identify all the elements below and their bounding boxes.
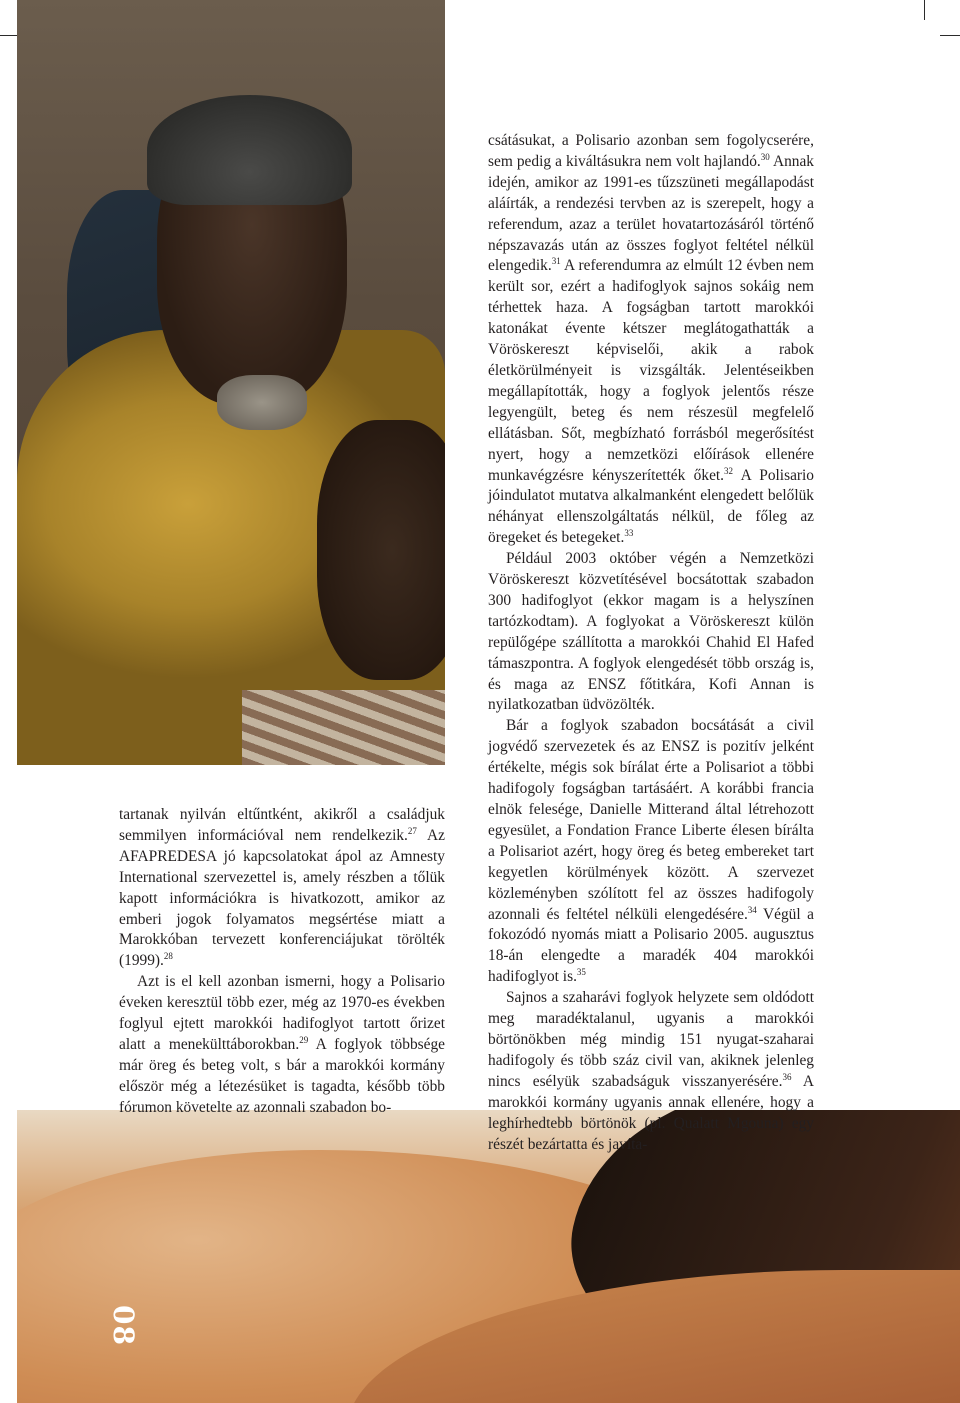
crop-mark — [940, 35, 960, 36]
photo-arm — [317, 420, 445, 680]
left-column — [119, 805, 445, 1119]
photo-cloth — [242, 690, 445, 765]
page-number: 08 — [106, 1304, 140, 1346]
paragraph: csátásukat, a Polisario azonban sem fogolycserére, sem pedig a kiváltásukra nem volt hajlandó.$^{30}$ Annak idején, amikor az 1991-es tűzszüneti megállapodást aláírták, a rendezési tervben az is szerepelt, hogy a referendum, azaz a terület hovatartozásáról történő népszavazás után az összes foglyot feltétel nélkül elengedik.$^{31}$ A referendumra az elmúlt 12 évben nem került sor, ezért a hadifoglyok sajnos sokáig nem térhettek haza. A fogságban tartott marokkói katonákat évente kétszer meglátogathatták a Vöröskereszt képviselői, akik a rabok életkörülményeit is vizsgálták. Jelentéseikben megállapították, hogy a foglyok jelentős része legyengült, beteg és nem részesül megfelelő ellátásban. Sőt, megbízható forrásból megerősítést nyert, hogy a nemzetközi előírások ellenére munkavégzésre kényszerítették őket.$^{32}$ A Polisario jóindulatot mutatva alkalmanként elengedett belőlük néhányat ellenszolgáltatás nélkül, de főleg az öregeket és betegeket.$^{33}$ — [488, 132, 815, 547]
paragraph: Sajnos a szaharávi foglyok helyzete sem oldódott meg maradéktalanul, ugyanis a marokkói börtönökben még mindig 151 nyugat-szaharai hadifogoly és több száz civil van, akiknek jelenleg nincs esélyük szabadságuk visszanyerésére.$^{36}$ A marokkói kormány ugyanis annak ellenére, hogy a leghírhedtebb börtönök (pl. Qualatt Mgouna) egy részét bezártatta és javíta- — [488, 989, 814, 1153]
paragraph: Azt is el kell azonban ismerni, hogy a Polisario éveken keresztül több ezer, még az 1970-es években foglyul ejtett marokkói hadifoglyot tartott őrizet alatt a menekülttáborokban.$^{29}$ A foglyok többsége már öreg és beteg volt, s bár a marokkói kormány először még a létezésüket is tagadta, később több fórumon követelte az azonnali szabadon bo- — [119, 973, 445, 1116]
paragraph: tartanak nyilván eltűntként, akikről a családjuk semmilyen információval nem rendelkezik.$^{27}$ Az AFAPREDESA jó kapcsolatokat ápol az Amnesty International szervezettel is, amely részben a tőlük kapott információkra is hivatkozott, amikor az emberi jogok folyamatos megsértése miatt a Marokkóban tervezett konferenciájukat törölték (1999).$^{28}$ — [119, 806, 445, 970]
photo-hair — [147, 95, 352, 205]
paragraph: Bár a foglyok szabadon bocsátását a civil jogvédő szervezetek és az ENSZ is pozitív jelként értékelte, mégis sok bírálat érte a Polisariot a többi hadifogoly fogságban tartásáért. A korábbi francia elnök felesége, Danielle Mitterand által létrehozott egyesület, a Fondation France Liberte élesen bírálta a Polisariot azért, hogy öreg és beteg embereket tart kegyetlen körülmények között. A szervezet közleményben szólított fel az összes hadifogoly azonnali és feltétel nélküli elengedésére.$^{34}$ Végül a fokozódó nyomás miatt a Polisario 2005. augusztus 18-án elengedte a maradék 404 marokkói hadifoglyot is.$^{35}$ — [488, 717, 814, 986]
right-column — [488, 131, 814, 1155]
paragraph: Például 2003 október végén a Nemzetközi Vöröskereszt közvetítésével bocsátottak szabadon 300 hadifoglyot (ekkor magam is a helyszínen tartózkodtam). A foglyokat a Vöröskereszt külön repülőgépe szállította a marokkói Chahid El Hafed támaszpontra. A foglyok elengedését több ország is, és maga az ENSZ főtitkára, Kofi Annan is nyilatkozatban üdvözölték. — [488, 550, 814, 714]
photo-beard — [217, 375, 307, 430]
crop-mark — [924, 0, 925, 20]
portrait-photo — [17, 0, 445, 765]
